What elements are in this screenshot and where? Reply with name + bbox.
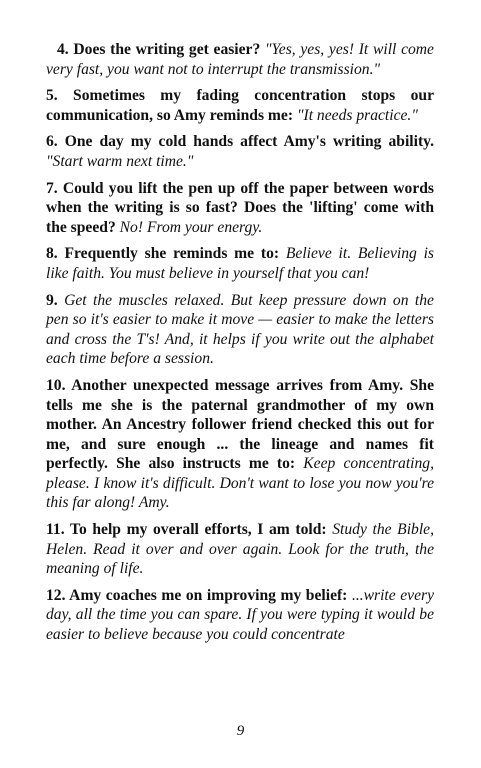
paragraph-8-question: 8. Frequently she reminds me to:: [46, 245, 280, 263]
paragraph-6: [46, 132, 434, 171]
paragraph-4-question: 4. Does the writing get easier?: [57, 41, 261, 58]
paragraph-4-answer: "Yes, yes, yes! It will come very fast, you want not to interrupt the transmission.": [46, 41, 434, 78]
paragraph-5-answer: "It needs practice.": [296, 106, 418, 124]
page-number: 9: [236, 723, 245, 739]
paragraph-11-message: Study the Bible, Helen. Read it over and over again. Look for the truth, the meaning of life.: [46, 521, 434, 578]
paragraph-9-answer: Get the muscles relaxed. But keep pressure down on the pen so it's easier to make it move — easier to make the letters and cross the T's! And, it helps if you write out the alphabet each time before a session.: [46, 291, 434, 368]
paragraph-7: [46, 179, 434, 238]
paragraph-6-question: 6. One day my cold hands affect Amy's writing ability.: [46, 133, 434, 151]
paragraph-10: [46, 376, 434, 513]
paragraph-5: [46, 86, 434, 125]
paragraph-5-question: 5. Sometimes my fading concentration stops our communication, so Amy reminds me:: [46, 87, 434, 124]
paragraph-6-answer: "Start warm next time.": [46, 152, 194, 170]
paragraph-12-message: ...write every day, all the time you can spare. If you were typing it would be easier to believe because you could concentrate: [46, 586, 434, 644]
paragraph-11: [46, 520, 434, 579]
page-body: [46, 40, 434, 652]
paragraph-12-statement: 12. Amy coaches me on improving my belief:: [46, 586, 348, 604]
paragraph-8: [46, 244, 434, 283]
paragraph-4: [46, 40, 434, 79]
paragraph-11-statement: 11. To help my overall efforts, I am told:: [46, 521, 327, 539]
paragraph-10-message: Keep concentrating, please. I know it's difficult. Don't want to lose you now you're this far along! Amy.: [46, 455, 434, 512]
paragraph-7-question: 7. Could you lift the pen up off the paper between words when the writing is so fast? Does the 'lifting' come with the speed?: [46, 179, 434, 236]
paragraph-9-number: 9.: [46, 291, 58, 309]
paragraph-8-answer: Believe it. Believing is like faith. You must believe in yourself that you can!: [46, 245, 434, 282]
paragraph-12: [46, 586, 434, 645]
paragraph-9: [46, 291, 434, 369]
paragraph-7-answer: No! From your energy.: [119, 218, 263, 236]
paragraph-10-statement: 10. Another unexpected message arrives from Amy. She tells me she is the paternal grandmother of my own mother. An Ancestry follower friend checked this out for me, and sure enough ... the lineage and names fit perfectly. She also instructs me to:: [46, 376, 434, 473]
